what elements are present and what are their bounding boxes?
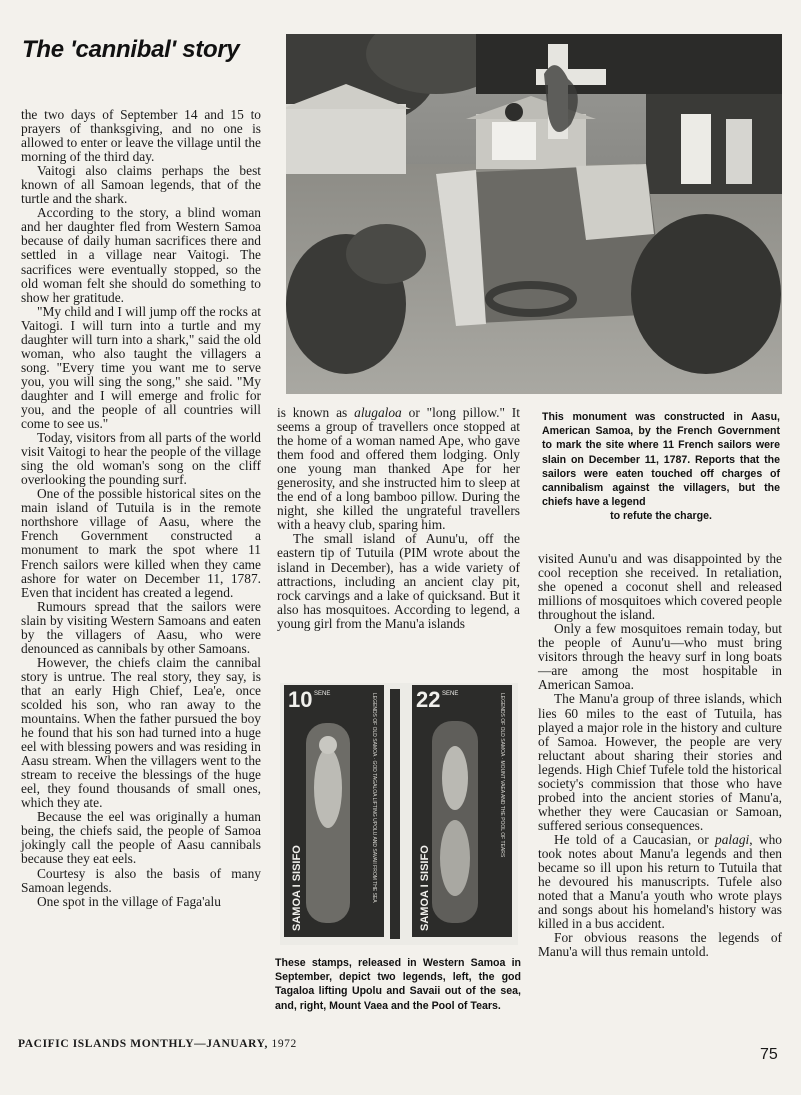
article-title: The 'cannibal' story — [22, 36, 240, 63]
paragraph: the two days of September 14 and 15 to prayers of thanksgiving, and no one is allowed to enter or leave the village until the morning of the third day. — [21, 107, 261, 165]
paragraph: Vaitogi also claims perhaps the best known of all Samoan legends, that of the turtle and the shark. — [21, 163, 261, 207]
paragraph: According to the story, a blind woman and her daughter fled from Western Samoa because of daily human sacrifices there and settled in a village near Vaitogi. The sacrifices were eventually stopped, so the old woman felt she should do something to show her gratitude. — [21, 205, 261, 305]
paragraph: Courtesy is also the basis of many Samoan legends. — [21, 865, 261, 895]
column-3 — [538, 552, 782, 959]
stamp-left-sene: SENE — [314, 691, 331, 697]
publication-year: 1972 — [271, 1038, 297, 1050]
monument-photo — [286, 34, 782, 394]
stamp-right-value: 22 — [416, 687, 441, 712]
italic-term: alugaloa — [354, 405, 402, 420]
stamps-caption: These stamps, released in Western Samoa in September, depict two legends, left, the god Tagaloa lifting Upolu and Savaii out of the sea, and, right, Mount Vaea and the Pool of Tears. — [275, 957, 521, 1012]
stamp-right-country: SAMOA I SISIFO — [419, 845, 431, 931]
paragraph: He told of a Caucasian, or palagi, who took notes about Manu'a legends and then became so ill upon his return to Tutuila that he devoured his manuscripts. Tufele also noted that a Manu'a youth who wrote plays and songs about his homeland's history was killed in a bus accident. — [538, 831, 782, 932]
publication-name: PACIFIC ISLANDS MONTHLY—JANUARY, — [18, 1038, 268, 1050]
stamps-image — [280, 683, 518, 945]
stamp-right-sene: SENE — [442, 691, 459, 697]
photo-caption-last-line: to refute the charge. — [610, 510, 712, 523]
paragraph: One spot in the village of Faga'alu — [37, 893, 221, 909]
paragraph: is known as alugaloa or "long pillow." It seems a group of travellers once stopped at the home of a woman named Ape, who gave them food and offered them lodging. Only one young man thanked Ape for her generosity, and she instructed him to sleep at the end of a long bamboo pillow. During the night, she killed the ungrateful travellers with a heavy club, sparing him. — [277, 405, 520, 533]
paragraph: One of the possible historical sites on the main island of Tutuila is in the remote northshore village of Aasu, where the French Government constructed a monument to mark the spot where 11 French sailors were killed when they came ashore for water on December 11, 1787. Even that incident has created a legend. — [21, 486, 261, 600]
paragraph: The Manu'a group of three islands, which lies 60 miles to the east of Tutuila, has played a major role in the history and culture of Samoa. However, the people are very reluctant about sharing their stories and legends. High Chief Tufele told the historical society's commission that those who have probed into the ancient stories of Manu'a, whether they were Caucasian or Samoan, suffered serious consequences. — [538, 691, 782, 833]
paragraph: The small island of Aunu'u, off the eastern tip of Tutuila (PIM wrote about the island in December), has a wide variety of attractions, including an ancient clay pit, rock carvings and a lake of quicksand. But it also has mosquitoes. According to legend, a young girl from the Manu'a islands — [277, 531, 520, 631]
paragraph: Rumours spread that the sailors were slain by visiting Western Samoans and eaten by the villagers of Aasu, who were denounced as cannibals by other Samoans. — [21, 598, 261, 656]
paragraph: visited Aunu'u and was disappointed by the cool reception she received. In retaliation, she opened a coconut shell and released millions of mosquitoes which covered people throughout the island. — [538, 551, 782, 623]
paragraph: For obvious reasons the legends of Manu'a will thus remain untold. — [538, 930, 782, 960]
photo-caption — [542, 410, 780, 524]
italic-term: palagi — [715, 831, 750, 847]
stamp-left-value: 10 — [288, 687, 313, 712]
paragraph: Only a few mosquitoes remain today, but the people of Aunu'u—who must bring visitors through the heavy surf in long boats—are among the most hospitable in American Samoa. — [538, 621, 782, 693]
stamp-right-side-text: LEGENDS OF OLD SAMOA · MOUNT VAEA AND THE POOL OF TEARS — [499, 693, 505, 858]
paragraph: "My child and I will jump off the rocks at Vaitogi. I will turn into a turtle and my daughter will turn into a shark," said the old woman, who also taught the villagers a song. "Every time you want me to serve you, you will sing the song," she said. "My daughter and I will emerge and frolic for you, and the people of all countries will come to see us." — [21, 303, 261, 432]
paragraph: Today, visitors from all parts of the world visit Vaitogi to hear the people of the village sing the old woman's song on the cliff overlooking the pounding surf. — [21, 430, 261, 488]
page-number: 75 — [760, 1046, 778, 1063]
stamp-left-side-text: LEGENDS OF OLD SAMOA · GOD TAGALOA LIFTING UPOLU AND SAVAII FROM THE SEA — [371, 693, 377, 903]
stamp-left-country: SAMOA I SISIFO — [291, 845, 303, 931]
paragraph: However, the chiefs claim the cannibal story is untrue. The real story, they say, is that an early High Chief, Lea'e, once scolded his son, who ran away to the mountains. When the father pursued the boy he found that his son had turned into a huge eel with blessing powers and was residing in Aasu stream. When the villagers went to the stream to receive the blessings of the huge eel, they found thousands of small ones, which they ate. — [21, 654, 261, 811]
column-1 — [21, 108, 261, 909]
footer-publication — [18, 1038, 297, 1050]
photo-caption-main: This monument was constructed in Aasu, American Samoa, by the French Government to mark the site where 11 French sailors were slain on December 11, 1787. Reports that the sailors were eaten touched off charges of cannibalism against the villagers, but the chiefs have a legend — [542, 411, 780, 509]
column-2 — [277, 406, 520, 631]
paragraph: Because the eel was originally a human being, the chiefs said, the people of Samoa jokingly call the people of Aasu cannibals because they eat eels. — [21, 809, 261, 867]
